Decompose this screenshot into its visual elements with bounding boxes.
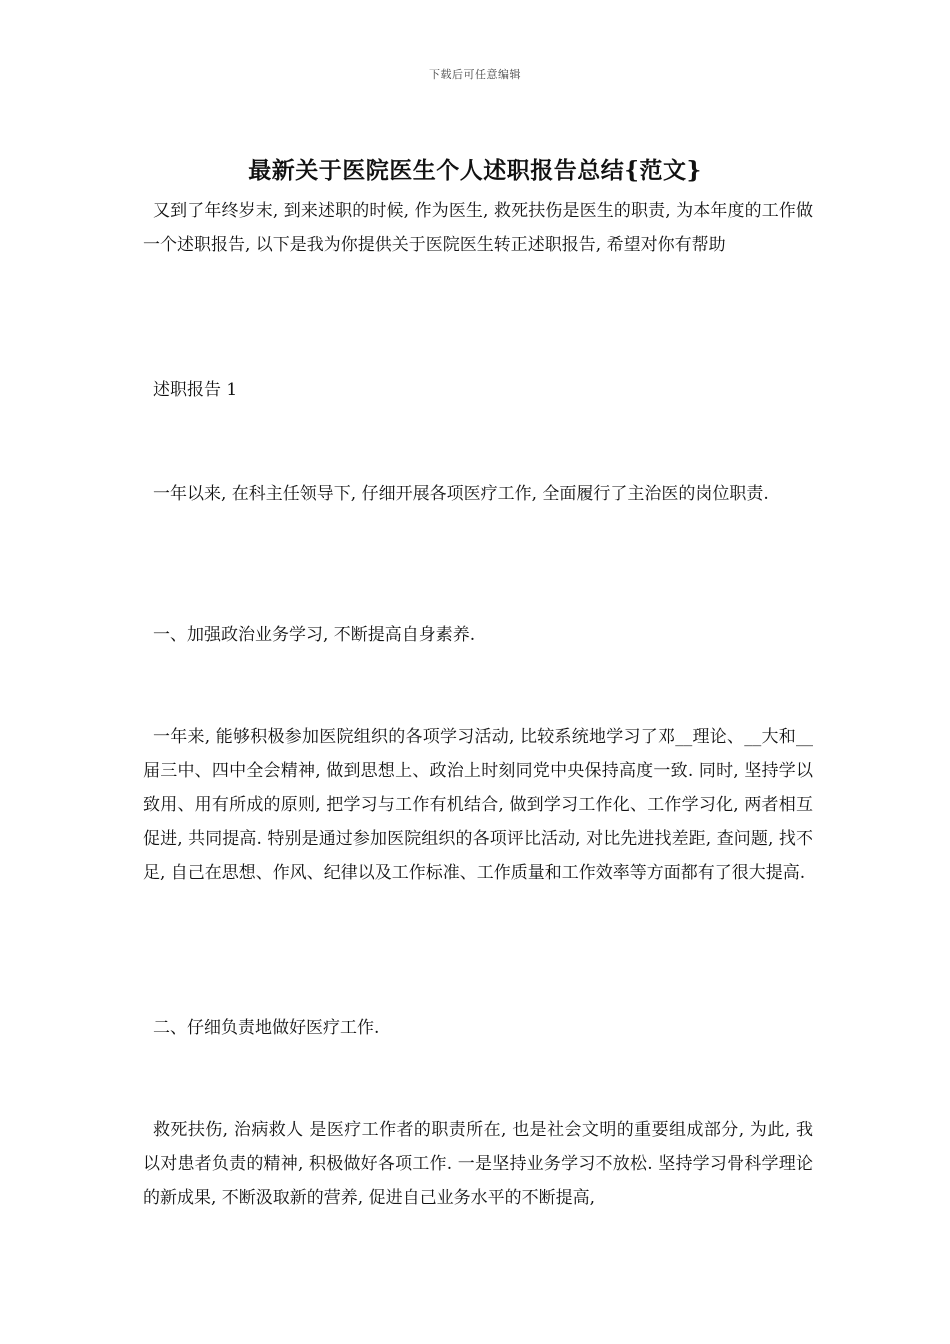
section-heading-2: 二、仔细负责地做好医疗工作. bbox=[153, 1018, 380, 1038]
paragraph-overview: 一年以来, 在科主任领导下, 仔细开展各项医疗工作, 全面履行了主治医的岗位职责. bbox=[153, 484, 769, 504]
section-heading-report-1: 述职报告 1 bbox=[153, 380, 238, 400]
paragraph-medical-work: 救死扶伤, 治病救人 是医疗工作者的职责所在, 也是社会文明的重要组成部分, 为此, 我以对患者负责的精神, 积极做好各项工作. 一是坚持业务学习不放松. 坚持学习骨科学理论的新成果, 不断汲取新的营养, 促进自己业务水平的不断提高, bbox=[143, 1120, 813, 1208]
document-title: 最新关于医院医生个人述职报告总结{范文} bbox=[248, 157, 702, 184]
section-heading-1: 一、加强政治业务学习, 不断提高自身素养. bbox=[153, 625, 476, 645]
header-note: 下载后可任意编辑 bbox=[429, 68, 521, 81]
paragraph-study: 一年来, 能够积极参加医院组织的各项学习活动, 比较系统地学习了邓__理论、__大和__届三中、四中全会精神, 做到思想上、政治上时刻同党中央保持高度一致. 同时, 坚持学以致用、用有所成的原则, 把学习与工作有机结合, 做到学习工作化、工作学习化, 两者相互促进, 共同提高. 特别是通过参加医院组织的各项评比活动, 对比先进找差距, 查问题, 找不足, 自己在思想、作风、纪律以及工作标准、工作质量和工作效率等方面都有了很大提高. bbox=[143, 727, 813, 883]
intro-paragraph: 又到了年终岁末, 到来述职的时候, 作为医生, 救死扶伤是医生的职责, 为本年度的工作做一个述职报告, 以下是我为你提供关于医院医生转正述职报告, 希望对你有帮助 bbox=[143, 201, 813, 255]
